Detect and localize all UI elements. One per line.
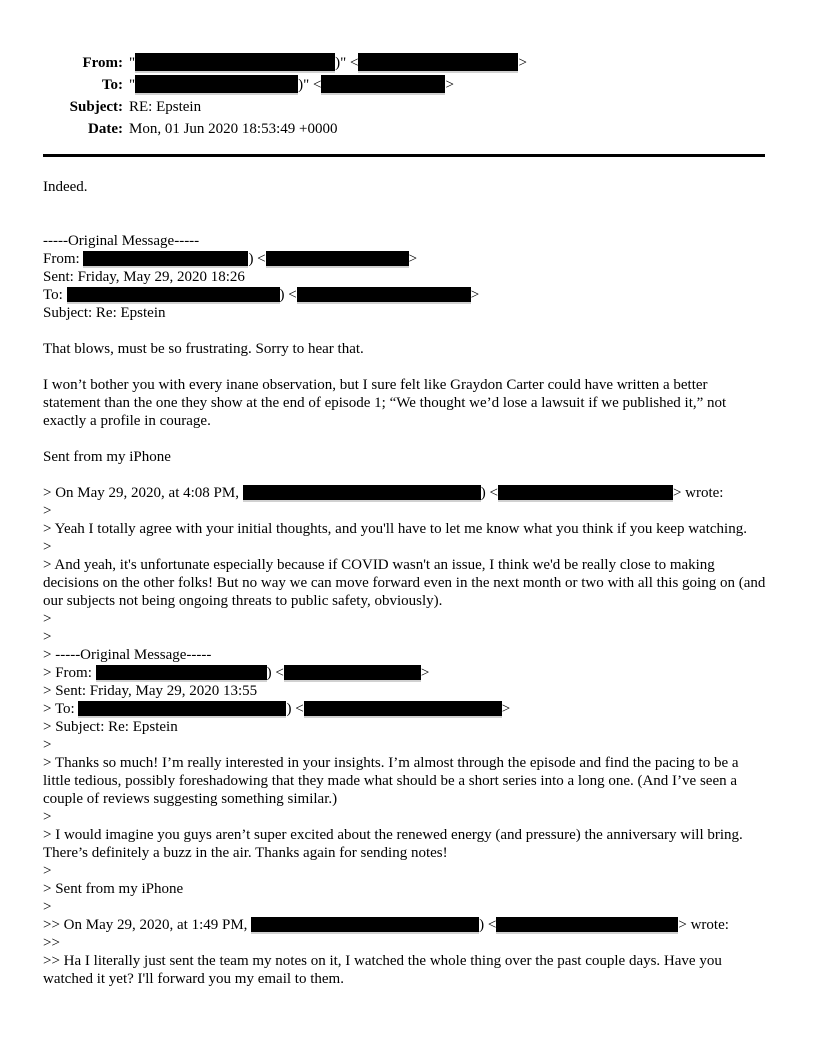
paragraph [43, 646, 767, 664]
redaction-bar [243, 485, 481, 500]
paragraph [43, 682, 767, 700]
email-body [43, 178, 767, 988]
text-segment: > [43, 899, 52, 915]
redaction-bar [496, 917, 678, 932]
header-row [43, 96, 773, 118]
paragraph [43, 214, 767, 232]
header-field-label: To: [101, 77, 123, 93]
redaction-bar [297, 287, 471, 302]
text-segment: > -----Original Message----- [43, 647, 212, 663]
redaction-bar [78, 701, 286, 716]
paragraph [43, 664, 767, 682]
text-segment: )" < [298, 77, 322, 93]
paragraph [43, 268, 767, 286]
paragraph [43, 628, 767, 646]
paragraph [43, 178, 767, 196]
text-segment: > Yeah I totally agree with your initial thoughts, and you'll have to let me know what you think if you keep watching. [43, 521, 747, 537]
text-segment: > On May 29, 2020, at 4:08 PM, [43, 485, 243, 501]
text-segment: )" < [335, 55, 359, 71]
text-segment: > [408, 251, 418, 267]
paragraph [43, 286, 767, 304]
text-segment: I won’t bother you with every inane observation, but I sure felt like Graydon Carter could have written a better statement than the one they show at the end of episode 1; “We thought we’d lose a lawsuit if we published it,” not exactly a profile in courage. [43, 377, 727, 429]
paragraph [43, 880, 767, 898]
text-segment: > [43, 737, 52, 753]
redaction-bar [135, 53, 335, 71]
paragraph [43, 736, 767, 754]
paragraph [43, 700, 767, 718]
redaction-bar [96, 665, 267, 680]
paragraph [43, 502, 767, 520]
text-segment: > [43, 503, 52, 519]
text-segment: > wrote: [672, 485, 724, 501]
header-field-value [129, 74, 773, 96]
text-segment: > [43, 863, 52, 879]
paragraph [43, 826, 767, 862]
text-segment: From: [43, 251, 84, 267]
text-segment: ) < [266, 665, 284, 681]
paragraph [43, 250, 767, 268]
header-field-label: Subject: [69, 99, 123, 115]
text-segment: To: [43, 287, 67, 303]
paragraph [43, 520, 767, 538]
paragraph [43, 538, 767, 556]
paragraph [43, 358, 767, 376]
redaction-bar [321, 75, 445, 93]
header-field-label: Date: [88, 121, 123, 137]
text-segment: ) < [286, 701, 304, 717]
paragraph [43, 952, 767, 988]
redaction-bar [304, 701, 502, 716]
paragraph [43, 466, 767, 484]
paragraph [43, 934, 767, 952]
text-segment: ) < [479, 917, 497, 933]
text-segment: > To: [43, 701, 79, 717]
text-segment: " [129, 77, 136, 93]
text-segment: > I would imagine you guys aren’t super excited about the renewed energy (and pressure) the anniversary will bring. There’s definitely a buzz in the air. Thanks again for sending notes! [43, 827, 743, 861]
text-segment: > [501, 701, 511, 717]
paragraph [43, 448, 767, 466]
paragraph [43, 484, 767, 502]
header-row [43, 118, 773, 140]
header-field-value [129, 96, 773, 118]
text-segment: ) < [248, 251, 266, 267]
redaction-bar [284, 665, 421, 680]
text-segment: RE: Epstein [129, 99, 202, 115]
header-row [43, 74, 773, 96]
paragraph [43, 916, 767, 934]
text-segment: > [43, 611, 52, 627]
paragraph [43, 610, 767, 628]
redaction-bar [358, 53, 518, 71]
redaction-bar [135, 75, 298, 93]
text-segment: > Sent from my iPhone [43, 881, 184, 897]
header-field-value [129, 118, 773, 140]
text-segment: >> [43, 935, 60, 951]
text-segment: > Subject: Re: Epstein [43, 719, 178, 735]
text-segment: " [129, 55, 136, 71]
text-segment: >> Ha I literally just sent the team my notes on it, I watched the whole thing over the past couple days. Have you watched it yet? I'll forward you my email to them. [43, 953, 722, 987]
paragraph [43, 430, 767, 448]
redaction-bar [83, 251, 248, 266]
text-segment: > And yeah, it's unfortunate especially because if COVID wasn't an issue, I think we'd be really close to making decisions on the other folks! But no way we can move forward even in the next month or two with all this going on (and our subjects not being ongoing threats to public safety, obviously). [43, 557, 766, 609]
paragraph [43, 754, 767, 808]
paragraph [43, 340, 767, 358]
text-segment: Sent from my iPhone [43, 449, 171, 465]
text-segment: > [518, 55, 527, 71]
header-field-value [129, 52, 773, 74]
text-segment: > wrote: [678, 917, 729, 933]
header-row [43, 52, 773, 74]
paragraph [43, 898, 767, 916]
text-segment: > [43, 629, 52, 645]
redaction-bar [498, 485, 673, 500]
paragraph [43, 304, 767, 322]
text-segment: That blows, must be so frustrating. Sorry to hear that. [43, 341, 364, 357]
redaction-bar [266, 251, 409, 266]
text-segment: Indeed. [43, 179, 88, 195]
text-segment: > [470, 287, 480, 303]
text-segment: > [445, 77, 454, 93]
text-segment: > Sent: Friday, May 29, 2020 13:55 [43, 683, 258, 699]
paragraph [43, 718, 767, 736]
text-segment: Mon, 01 Jun 2020 18:53:49 +0000 [129, 121, 338, 137]
text-segment: >> On May 29, 2020, at 1:49 PM, [43, 917, 252, 933]
paragraph [43, 862, 767, 880]
email-header [43, 52, 773, 140]
paragraph [43, 556, 767, 610]
text-segment: > From: [43, 665, 96, 681]
paragraph [43, 808, 767, 826]
text-segment: Sent: Friday, May 29, 2020 18:26 [43, 269, 245, 285]
paragraph [43, 196, 767, 214]
paragraph [43, 322, 767, 340]
text-segment: -----Original Message----- [43, 233, 200, 249]
paragraph [43, 376, 767, 430]
text-segment: > Thanks so much! I’m really interested in your insights. I’m almost through the episode and find the pacing to be a little tedious, possibly foreshadowing that they made what should be a short series into a long one. (And I’ve seen a couple of reviews suggesting something similar.) [43, 755, 739, 807]
text-segment: > [420, 665, 430, 681]
text-segment: ) < [480, 485, 498, 501]
text-segment: ) < [279, 287, 297, 303]
redaction-bar [251, 917, 479, 932]
text-segment: Subject: Re: Epstein [43, 305, 166, 321]
redaction-bar [67, 287, 280, 302]
paragraph [43, 232, 767, 250]
header-divider [43, 154, 765, 157]
text-segment: > [43, 539, 52, 555]
text-segment: > [43, 809, 52, 825]
header-field-label: From: [82, 55, 123, 71]
